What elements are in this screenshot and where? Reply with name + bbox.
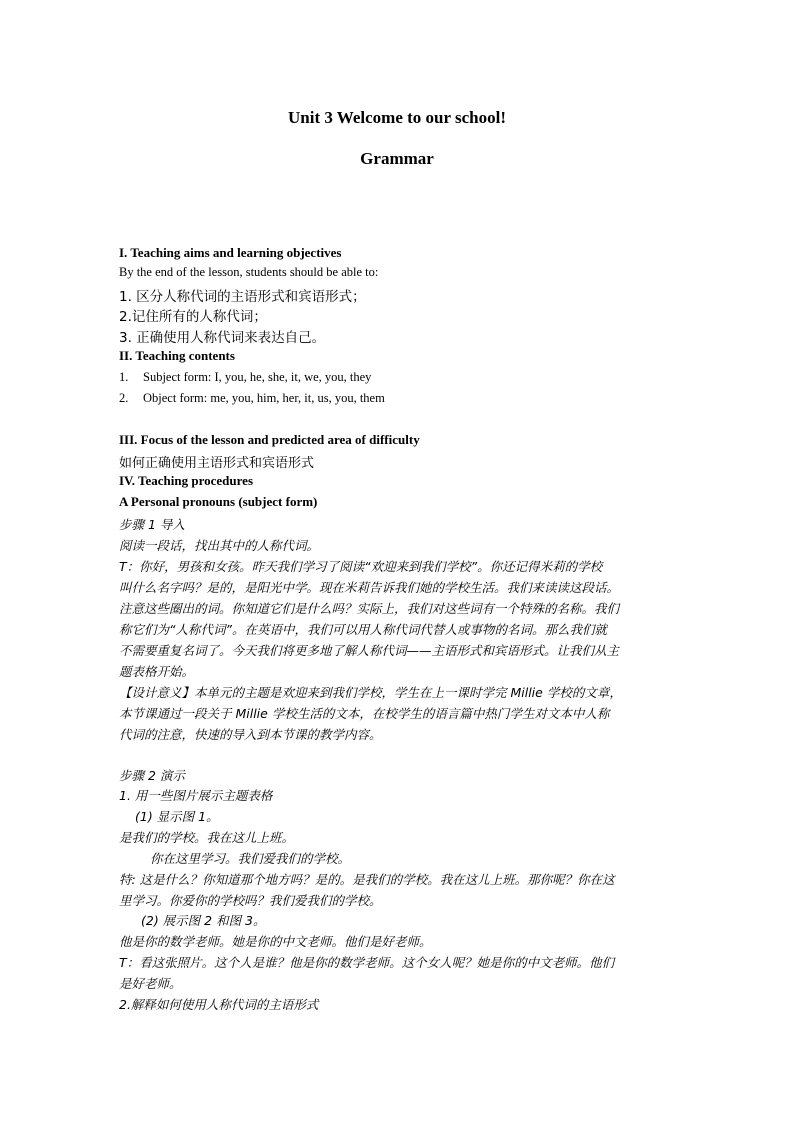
step-line: 阅读一段话，找出其中的人称代词。 <box>119 538 320 553</box>
step-line: 称它们为“人称代词”。在英语中，我们可以用人称代词代替人或事物的名词。那么我们就 <box>119 622 607 637</box>
document-subtitle: Grammar <box>360 149 434 168</box>
focus-text: 如何正确使用主语形式和宾语形式 <box>119 456 315 471</box>
list-number: 1. <box>119 370 129 384</box>
procedure-subheading: A Personal pronouns (subject form) <box>119 494 318 509</box>
content-item <box>119 370 371 385</box>
section-heading-focus: III. Focus of the lesson and predicted area of difficulty <box>119 432 420 447</box>
step-title: 步骤 1 导入 <box>119 517 185 532</box>
step-line: 不需要重复名词了。今天我们将更多地了解人称代词——主语形式和宾语形式。让我们从主 <box>119 643 620 658</box>
list-number: 2. <box>119 391 129 405</box>
section-heading-contents: II. Teaching contents <box>119 348 235 363</box>
step-line: 叫什么名字吗？是的，是阳光中学。现在米莉告诉我们她的学校生活。我们来读读这段话。 <box>119 580 620 595</box>
step-line: 是我们的学校。我在这儿上班。 <box>119 830 295 845</box>
step-title: 步骤 2 演示 <box>119 768 185 783</box>
section-heading-aims: I. Teaching aims and learning objectives <box>119 245 342 260</box>
step-line: 是好老师。 <box>119 976 182 991</box>
step-line: T：看这张照片。这个人是谁？他是你的数学老师。这个女人呢？她是你的中文老师。他们 <box>119 955 615 970</box>
step-line: 2.解释如何使用人称代词的主语形式 <box>119 997 319 1012</box>
step-line: 题表格开始。 <box>119 664 195 679</box>
content-item-text: Object form: me, you, him, her, it, us, you, them <box>143 391 385 405</box>
step-line: 他是你的数学老师。她是你的中文老师。他们是好老师。 <box>119 934 432 949</box>
section-heading-procedures: IV. Teaching procedures <box>119 473 254 488</box>
content-item-text: Subject form: I, you, he, she, it, we, you, they <box>143 370 372 384</box>
document-title: Unit 3 Welcome to our school! <box>288 108 506 127</box>
step-line: T：你好，男孩和女孩。昨天我们学习了阅读“欢迎来到我们学校”。你还记得米莉的学校 <box>119 559 603 574</box>
step-line: 你在这里学习。我们爱我们的学校。 <box>150 851 351 866</box>
design-note-line: 【设计意义】本单元的主题是欢迎来到我们学校，学生在上一课时学完 Millie 学校的文章， <box>119 685 622 700</box>
design-note-line: 本节课通过一段关于 Millie 学校生活的文本，在校学生的语言篇中热门学生对文本中人称 <box>119 706 610 721</box>
step-line: (1) 显示图 1。 <box>135 809 219 824</box>
aim-item: 2.记住所有的人称代词； <box>119 309 267 325</box>
section-intro: By the end of the lesson, students should be able to: <box>119 265 379 279</box>
step-line: 注意这些圈出的词。你知道它们是什么吗？实际上，我们对这些词有一个特殊的名称。我们 <box>119 601 620 616</box>
step-line: (2) 展示图 2 和图 3。 <box>141 913 266 928</box>
design-note-line: 代词的注意，快速的导入到本节课的教学内容。 <box>119 727 382 742</box>
step-line: 里学习。你爱你的学校吗？我们爱我们的学校。 <box>119 893 382 908</box>
aim-item: 1. 区分人称代词的主语形式和宾语形式； <box>119 289 366 305</box>
step-line: 1. 用一些图片展示主题表格 <box>119 788 273 803</box>
step-line: 特: 这是什么？你知道那个地方吗？是的。是我们的学校。我在这儿上班。那你呢？你在这 <box>119 872 615 887</box>
content-item <box>119 391 385 406</box>
aim-item: 3. 正确使用人称代词来表达自己。 <box>119 330 326 346</box>
